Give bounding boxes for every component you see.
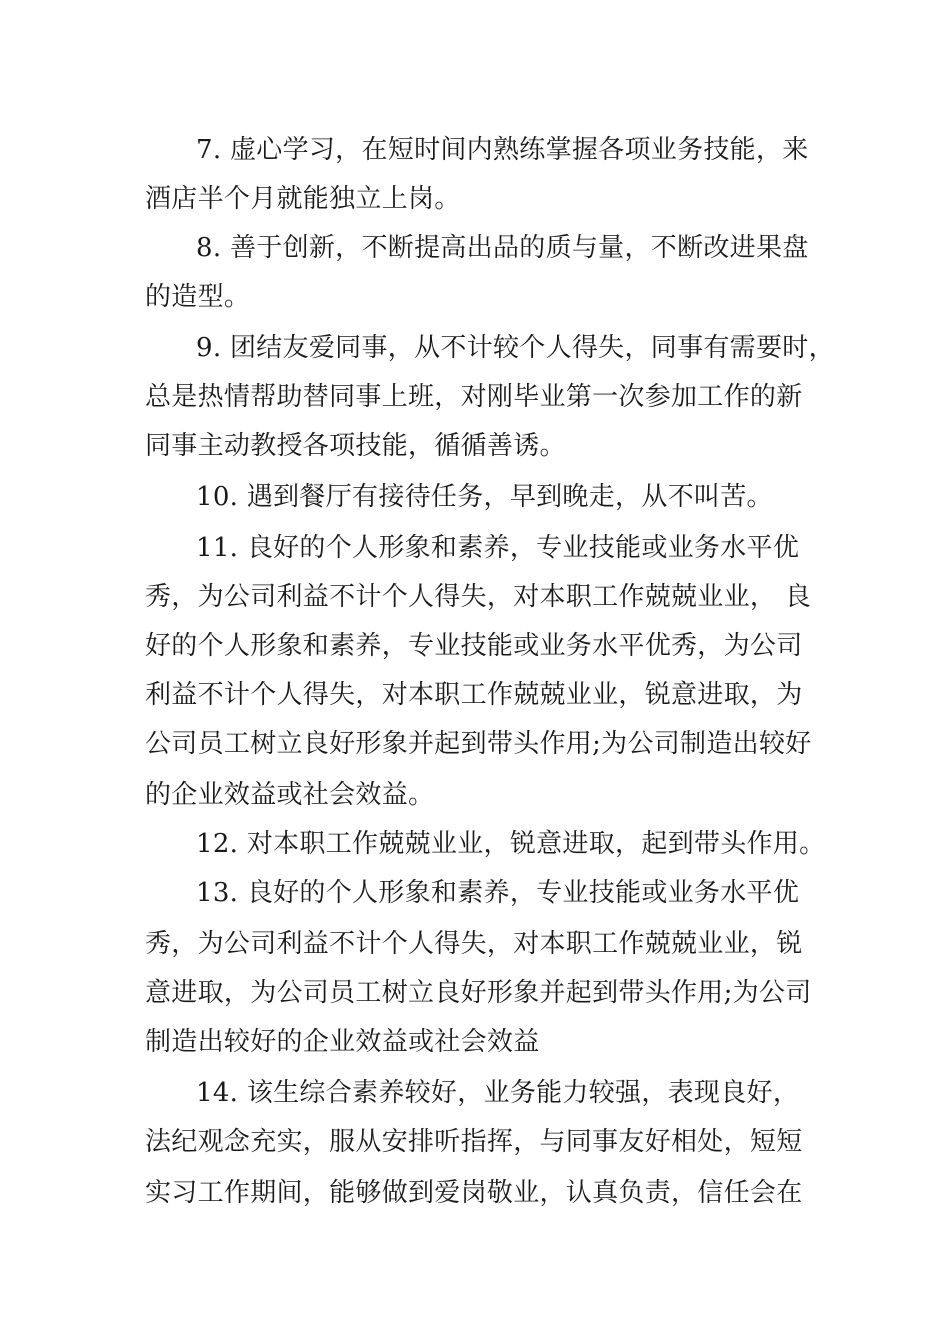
- text-line: 12. 对本职工作兢兢业业，锐意进取，起到带头作用。: [196, 829, 826, 859]
- text-line: 法纪观念充实，服从安排听指挥，与同事友好相处，短短: [145, 1127, 803, 1157]
- text-line: 意进取，为公司员工树立良好形象并起到带头作用;为公司: [145, 978, 812, 1008]
- text-line: 秀，为公司利益不计个人得失，对本职工作兢兢业业，锐: [145, 929, 803, 959]
- text-line: 7. 虚心学习，在短时间内熟练掌握各项业务技能，来: [196, 135, 809, 165]
- text-line: 制造出较好的企业效益或社会效益: [145, 1027, 540, 1057]
- text-line: 9. 团结友爱同事，从不计较个人得失，同事有需要时，: [196, 333, 835, 363]
- text-line: 总是热情帮助替同事上班，对刚毕业第一次参加工作的新: [145, 382, 803, 412]
- text-line: 实习工作期间，能够做到爱岗敬业，认真负责，信任会在: [145, 1178, 803, 1208]
- text-line: 同事主动教授各项技能，循循善诱。: [145, 431, 566, 461]
- text-line: 的企业效益或社会效益。: [145, 780, 435, 810]
- text-line: 利益不计个人得失，对本职工作兢兢业业，锐意进取，为: [145, 680, 803, 710]
- text-line: 好的个人形象和素养，专业技能或业务水平优秀，为公司: [145, 631, 803, 661]
- text-line: 秀，为公司利益不计个人得失，对本职工作兢兢业业， 良: [145, 582, 812, 612]
- text-line: 10. 遇到餐厅有接待任务，早到晚走，从不叫苦。: [196, 482, 773, 512]
- text-line: 公司员工树立良好形象并起到带头作用;为公司制造出较好: [145, 729, 812, 759]
- text-line: 的造型。: [145, 282, 251, 312]
- text-line: 11. 良好的个人形象和素养，专业技能或业务水平优: [196, 533, 800, 563]
- text-line: 8. 善于创新，不断提高出品的质与量，不断改进果盘: [196, 233, 809, 263]
- text-line: 14. 该生综合素养较好，业务能力较强，表现良好，: [196, 1078, 800, 1108]
- text-line: 13. 良好的个人形象和素养，专业技能或业务水平优: [196, 878, 800, 908]
- text-line: 酒店半个月就能独立上岗。: [145, 184, 461, 214]
